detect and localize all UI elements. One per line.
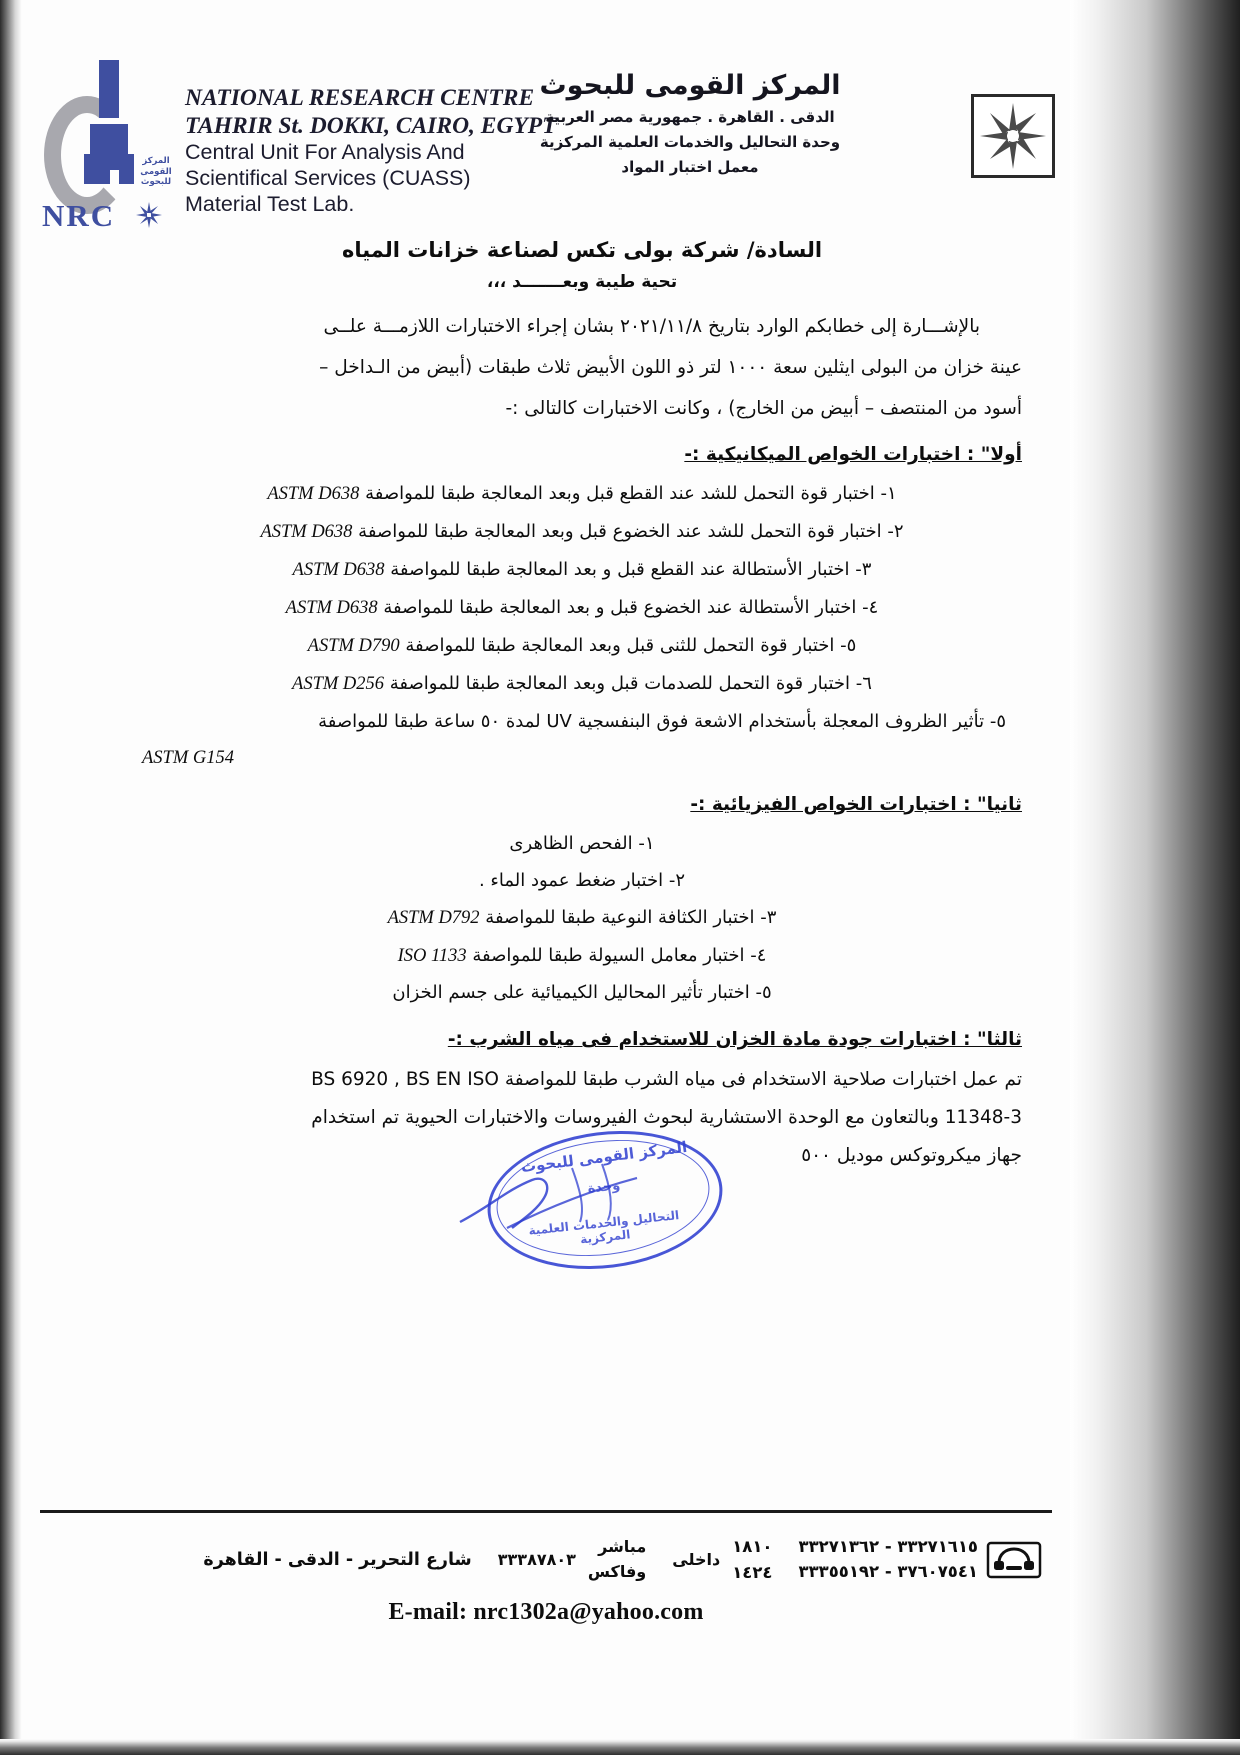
- section-heading-physical: ثانيا" : اختبارات الخواص الفيزيائية :-: [690, 793, 1022, 815]
- english-line-1: NATIONAL RESEARCH CENTRE: [185, 85, 535, 111]
- extension-value-2: ١٤٢٤: [732, 1562, 773, 1582]
- direct-label: مباشر: [598, 1536, 647, 1556]
- arabic-line-2: الدقى . القاهرة . جمهورية مصر العربية: [545, 108, 835, 126]
- list-item-number: ٢-: [887, 521, 904, 543]
- intro-line-3: أسود من المنتصف – أبيض من الخارج) ، وكانت الاختبارات كالتالى :-: [505, 398, 1022, 419]
- list-item: [142, 975, 1022, 1012]
- list-item-number: ٢-: [668, 869, 686, 891]
- footer-divider: [40, 1510, 1052, 1513]
- list-item: [142, 900, 1022, 938]
- list-item-number: ٤-: [750, 944, 767, 966]
- drinking-water-line-1: تم عمل اختبارات صلاحية الاستخدام فى مياه الشرب طبقا للمواصفة BS 6920 , BS EN ISO: [311, 1069, 1022, 1091]
- list-item-standard: ISO 1133: [397, 945, 467, 966]
- list-item: [142, 590, 1022, 628]
- list-item: [142, 628, 1022, 666]
- arabic-line-3: وحدة التحاليل والخدمات العلمية المركزية: [539, 133, 841, 151]
- list-item-standard: ASTM D790: [307, 635, 400, 656]
- extension-value-1: ١٨١٠: [732, 1537, 773, 1556]
- arabic-line-4: معمل اختبار المواد: [621, 158, 759, 176]
- list-item: [142, 476, 1022, 514]
- letterhead: [22, 48, 1070, 233]
- nrc-starburst-logo-icon: [971, 94, 1055, 178]
- english-line-3: Central Unit For Analysis And: [185, 140, 465, 165]
- list-item-text: اختبار قوة التحمل للشد عند القطع قبل وبعد المعالجة طبقا للمواصفة: [365, 483, 875, 505]
- list-item-text: اختبار قوة التحمل للشد عند الخضوع قبل وبعد المعالجة طبقا للمواصفة: [358, 521, 882, 543]
- logo-bar: [88, 118, 130, 124]
- recipient-line: السادة/ شركة بولى تكس لصناعة خزانات المياه: [341, 238, 823, 262]
- telephone-icon: [986, 1541, 1042, 1579]
- phone-numbers: [799, 1535, 979, 1585]
- list-item-number: ٥-: [840, 634, 857, 656]
- footer-email: E-mail: nrc1302a@yahoo.com: [388, 1599, 704, 1626]
- english-line-5: Material Test Lab.: [185, 191, 355, 216]
- greeting-line: تحية طيبة وبعـــــــد ،،،: [486, 272, 678, 292]
- list-item-text: اختبار ضغط عمود الماء .: [478, 869, 664, 891]
- list-item-number: ٤-: [862, 596, 879, 618]
- fax-label: وفاكس: [587, 1561, 647, 1581]
- scan-edge-left: [0, 0, 22, 1755]
- list-item-standard: ASTM D638: [267, 484, 360, 505]
- list-item: [142, 938, 1022, 976]
- list-item-uv: ٥- تأثير الظروف المعجلة بأستخدام الاشعة فوق البنفسجية UV لمدة ٥٠ ساعة طبقا للمواصفة: [318, 710, 1006, 732]
- logo-tower-mid: [90, 120, 128, 156]
- section-heading-mechanical: أولا" : اختبارات الخواص الميكانيكية :-: [684, 444, 1022, 465]
- list-item-number: ١-: [638, 832, 655, 854]
- stamp-line-3: التحاليل والخدمات العلمية المركزية: [527, 1208, 680, 1247]
- logo-tower-top: [99, 60, 119, 126]
- list-item-text: اختبار الكثافة النوعية طبقا للمواصفة: [485, 906, 755, 928]
- official-stamp: [452, 1120, 752, 1305]
- phone-line-1: ٣٣٢٧١٦١٥ - ٣٣٢٧١٣٦٢: [798, 1536, 978, 1556]
- list-item-text: اختبار تأثير المحاليل الكيميائية على جسم الخزان: [392, 982, 750, 1004]
- stamp-line-1: المركز القومى للبحوث: [519, 1137, 689, 1177]
- logo-notch: [110, 170, 119, 184]
- list-item-number: ٦-: [855, 672, 872, 694]
- intro-line-1: بالإشـــارة إلى خطابكم الوارد بتاريخ ٢٠٢١/١١/٨ بشان إجراء الاختبارات اللازمـــة علــى: [323, 316, 980, 337]
- arabic-letterhead: [460, 70, 920, 176]
- stamp-line-2: وحدة: [586, 1178, 622, 1197]
- section-heading-drinking-water: ثالثا" : اختبارات جودة مادة الخزان للاستخدام فى مياه الشرب :-: [447, 1029, 1022, 1051]
- list-item-standard: ASTM D792: [387, 907, 480, 928]
- list-item-uv-standard: ASTM G154: [142, 747, 234, 768]
- list-item: [142, 826, 1022, 863]
- nrc-starburst-icon: [134, 200, 164, 230]
- letter-body: [142, 238, 1022, 1175]
- letter-footer: [40, 1528, 1052, 1658]
- arabic-line-1: المركز القومى للبحوث: [539, 70, 841, 101]
- list-item-text: اختبار معامل السيولة طبقا للمواصفة: [472, 944, 745, 966]
- nrc-microscope-logo-icon: [42, 58, 192, 233]
- list-item-number: ٥-: [755, 982, 772, 1004]
- logo-arabic-text: المركز القومى للبحوث: [140, 156, 172, 188]
- english-line-4: Scientifical Services (CUASS): [185, 166, 471, 191]
- drinking-water-line-3: جهاز ميكروتوكس موديل ٥٠٠: [801, 1145, 1022, 1167]
- list-item: [142, 552, 1022, 590]
- drinking-water-line-2: 11348-3 وبالتعاون مع الوحدة الاستشارية لبحوث الفيروسات والاختبارات الحيوية تم استخدام: [311, 1107, 1022, 1129]
- footer-address: شارع التحرير - الدقى - القاهرة: [203, 1549, 472, 1570]
- logo-acronym: NRC: [42, 198, 116, 233]
- list-item: [142, 514, 1022, 552]
- logo-tower-base: [84, 154, 134, 184]
- letter-sheet: [22, 0, 1070, 1739]
- list-item-text: اختبار الأستطالة عند الخضوع قبل و بعد المعالجة طبقا للمواصفة: [383, 596, 857, 618]
- list-item-text: الفحص الظاهرى: [509, 832, 633, 854]
- list-item-text: اختبار الأستطالة عند القطع قبل و بعد المعالجة طبقا للمواصفة: [390, 558, 850, 580]
- english-line-2: TAHRIR St. DOKKI, CAIRO, EGYPT: [185, 113, 557, 140]
- list-item-number: ٣-: [855, 558, 872, 580]
- direct-number: ٣٣٣٨٧٨٠٣: [497, 1550, 576, 1570]
- intro-line-2: عينة خزان من البولى ايثلين سعة ١٠٠٠ لتر ذو اللون الأبيض ثلاث طبقات (أبيض من الـداخل –: [319, 357, 1022, 378]
- footer-contact-row: [40, 1528, 1052, 1585]
- extension-values: [732, 1534, 772, 1585]
- list-item-number: ٣-: [760, 906, 777, 928]
- direct-fax-labels: [588, 1535, 646, 1585]
- list-item-standard: ASTM D638: [292, 559, 385, 580]
- list-item-text: اختبار قوة التحمل للصدمات قبل وبعد المعالجة طبقا للمواصفة: [389, 672, 851, 694]
- list-item-standard: ASTM D638: [260, 522, 353, 543]
- list-item: [142, 666, 1022, 704]
- list-item-standard: ASTM D638: [285, 597, 378, 618]
- list-item-text: اختبار قوة التحمل للثنى قبل وبعد المعالجة طبقا للمواصفة: [405, 634, 835, 656]
- extension-label: داخلى: [672, 1550, 721, 1570]
- list-item-standard: ASTM D256: [292, 673, 385, 694]
- list-item-number: ١-: [880, 483, 897, 505]
- list-item: [142, 863, 1022, 900]
- scan-edge-right: [1070, 0, 1240, 1755]
- scan-edge-bottom: [0, 1739, 1240, 1755]
- phone-line-2: ٣٧٦٠٧٥٤١ - ٣٣٣٥٥١٩٢: [798, 1561, 978, 1581]
